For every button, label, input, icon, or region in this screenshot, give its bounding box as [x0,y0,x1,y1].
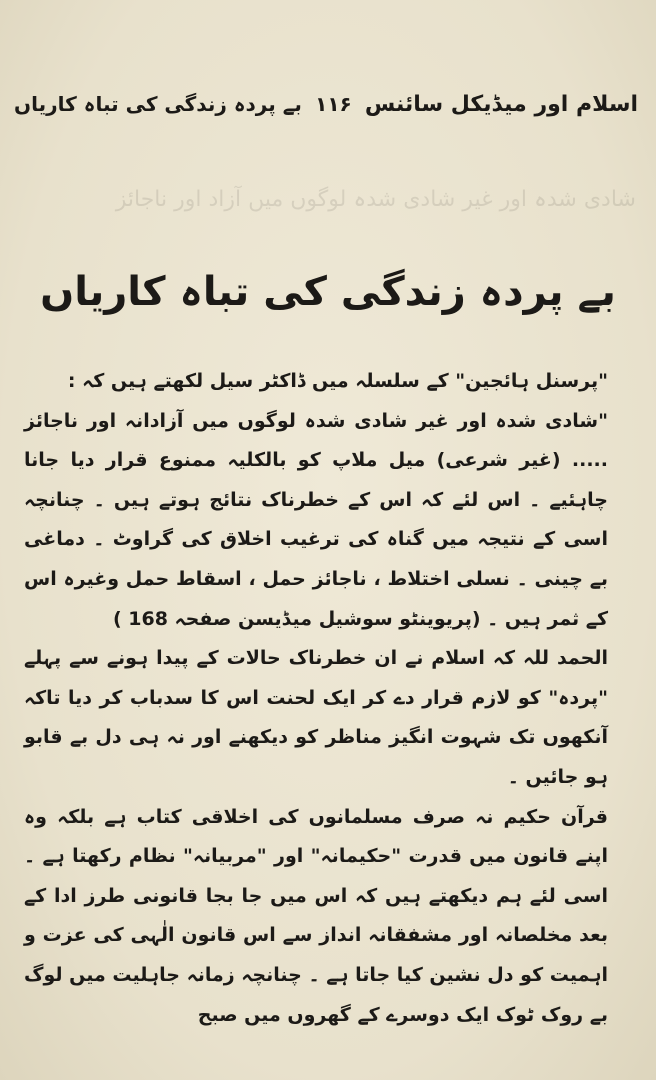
paragraph-islam: الحمد للہ کہ اسلام نے ان خطرناک حالات کے پیدا ہونے سے پہلے "پردہ" کو لازم قرار دے کر ایک لحنت اس کا سدباب کر دیا تاکہ آنکھوں تک شہوت انگیز مناظر کو دیکھنے اور نہ ہی دل بے قابو ہو جائیں ۔ [24,647,608,788]
page-number: ۱۱۶ [315,92,352,116]
running-header [14,84,638,124]
book-title: اسلام اور میڈیکل سائنس [364,91,638,117]
paragraph-intro: "پرسنل ہائجین" کے سلسلہ میں ڈاکٹر سیل لکھتے ہیں کہ : [67,370,608,392]
paragraph-quote: "شادی شدہ اور غیر شادی شدہ لوگوں میں آزادانہ اور ناجائز ..... (غیر شرعی) میل ملاپ کو بالکلیہ ممنوع قرار دیا جانا چاہئیے ۔ اس لئے کہ اس کے خطرناک نتائج ہوتے ہیں ۔ چنانچہ اسی کے نتیجہ میں گناہ کی ترغیب اخلاق کی گراوٹ ۔ دماغی بے چینی ۔ نسلی اختلاط ، ناجائز حمل ، اسقاط حمل وغیرہ اس کے ثمر ہیں ۔ (پریوینٹو سوشیل میڈیسن صفحہ 168 ) [24,409,608,630]
running-chapter-title: بے پردہ زندگی کی تباہ کاریاں [14,92,302,116]
body-text [24,362,636,1035]
bleed-through-text: شادی شدہ اور غیر شادی شدہ لوگوں میں آزاد اور ناجائز [115,187,636,212]
paragraph-quran: قرآن حکیم نہ صرف مسلمانوں کی اخلاقی کتاب ہے بلکہ وہ اپنے قانون میں قدرت "حکیمانہ" اور "مربیانہ" نظام رکھتا ہے ۔ اسی لئے ہم دیکھتے ہیں کہ اس میں جا بجا قانونی طرز ادا کے بعد مخلصانہ اور مشفقانہ انداز سے اس قانون الٰہی کی عزت و اہمیت کو دل نشین کیا جاتا ہے ۔ چنانچہ زمانہ جاہلیت میں لوگ بے روک ٹوک ایک دوسرے کے گھروں میں صبح [24,805,608,1026]
chapter-heading: بے پردہ زندگی کی تباہ کاریاں [40,269,616,315]
